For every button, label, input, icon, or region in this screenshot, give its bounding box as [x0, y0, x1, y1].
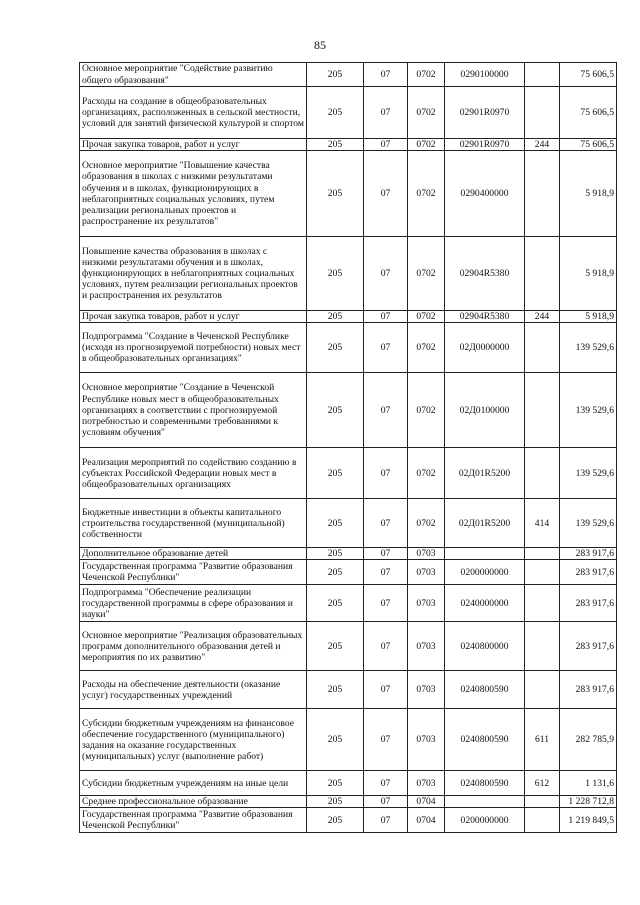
row-name-cell: Среднее профессиональное образование	[80, 796, 307, 808]
grbs-code-cell: 205	[307, 311, 364, 323]
target-article-cell: 02Д01R5200	[445, 448, 525, 499]
grbs-code-cell: 205	[307, 151, 364, 237]
section-code-cell: 07	[364, 237, 408, 311]
expense-type-cell	[525, 323, 560, 373]
grbs-code-cell: 205	[307, 237, 364, 311]
section-code-cell: 07	[364, 585, 408, 622]
target-article-cell: 02Д0000000	[445, 323, 525, 373]
amount-cell: 75 606,5	[560, 87, 617, 139]
row-name-cell: Подпрограмма "Создание в Чеченской Республике (исходя из прогнозируемой потребности) новых мест в общеобразовательных организациях"	[80, 323, 307, 373]
section-code-cell: 07	[364, 796, 408, 808]
subsection-code-cell: 0703	[408, 709, 445, 771]
section-code-cell: 07	[364, 87, 408, 139]
target-article-cell: 0200000000	[445, 560, 525, 585]
grbs-code-cell: 205	[307, 87, 364, 139]
section-code-cell: 07	[364, 771, 408, 796]
section-code-cell: 07	[364, 622, 408, 671]
amount-cell: 1 131,6	[560, 771, 617, 796]
target-article-cell: 0290100000	[445, 63, 525, 87]
section-code-cell: 07	[364, 139, 408, 151]
expense-type-cell	[525, 796, 560, 808]
target-article-cell: 02901R0970	[445, 87, 525, 139]
grbs-code-cell: 205	[307, 448, 364, 499]
table-row	[80, 796, 617, 808]
table-row	[80, 808, 617, 833]
amount-cell: 283 917,6	[560, 560, 617, 585]
grbs-code-cell: 205	[307, 585, 364, 622]
row-name-cell: Повышение качества образования в школах с низкими результатами обучения и в школах, функционирующих в неблагоприятных социальных условиях, путем реализации региональных проектов и распространения их результатов	[80, 237, 307, 311]
table-row	[80, 87, 617, 139]
budget-table-body	[80, 63, 617, 833]
grbs-code-cell: 205	[307, 771, 364, 796]
section-code-cell: 07	[364, 709, 408, 771]
table-row	[80, 373, 617, 448]
expense-type-cell	[525, 448, 560, 499]
subsection-code-cell: 0703	[408, 671, 445, 709]
section-code-cell: 07	[364, 499, 408, 548]
row-name-cell: Бюджетные инвестиции в объекты капитального строительства государственной (муниципальной) собственности	[80, 499, 307, 548]
row-name-cell: Государственная программа "Развитие образования Чеченской Республики"	[80, 560, 307, 585]
expense-type-cell: 611	[525, 709, 560, 771]
target-article-cell: 0240800590	[445, 709, 525, 771]
target-article-cell: 0240800590	[445, 771, 525, 796]
table-row	[80, 237, 617, 311]
section-code-cell: 07	[364, 373, 408, 448]
table-row	[80, 671, 617, 709]
row-name-cell: Государственная программа "Развитие образования Чеченской Республики"	[80, 808, 307, 833]
amount-cell: 5 918,9	[560, 151, 617, 237]
table-row	[80, 448, 617, 499]
target-article-cell: 02904R5380	[445, 237, 525, 311]
table-row	[80, 151, 617, 237]
subsection-code-cell: 0702	[408, 139, 445, 151]
expense-type-cell	[525, 560, 560, 585]
expense-type-cell	[525, 808, 560, 833]
amount-cell: 75 606,5	[560, 63, 617, 87]
grbs-code-cell: 205	[307, 671, 364, 709]
table-row	[80, 323, 617, 373]
amount-cell: 139 529,6	[560, 323, 617, 373]
row-name-cell: Прочая закупка товаров, работ и услуг	[80, 311, 307, 323]
row-name-cell: Расходы на обеспечение деятельности (оказание услуг) государственных учреждений	[80, 671, 307, 709]
amount-cell: 139 529,6	[560, 373, 617, 448]
grbs-code-cell: 205	[307, 323, 364, 373]
expense-type-cell	[525, 63, 560, 87]
subsection-code-cell: 0703	[408, 585, 445, 622]
row-name-cell: Субсидии бюджетным учреждениям на иные цели	[80, 771, 307, 796]
amount-cell: 75 606,5	[560, 139, 617, 151]
amount-cell: 5 918,9	[560, 311, 617, 323]
row-name-cell: Дополнительное образование детей	[80, 548, 307, 560]
table-row	[80, 63, 617, 87]
table-row	[80, 499, 617, 548]
subsection-code-cell: 0703	[408, 560, 445, 585]
section-code-cell: 07	[364, 808, 408, 833]
grbs-code-cell: 205	[307, 373, 364, 448]
table-row	[80, 139, 617, 151]
subsection-code-cell: 0703	[408, 771, 445, 796]
target-article-cell: 02Д01R5200	[445, 499, 525, 548]
subsection-code-cell: 0702	[408, 151, 445, 237]
subsection-code-cell: 0702	[408, 63, 445, 87]
row-name-cell: Субсидии бюджетным учреждениям на финансовое обеспечение государственного (муниципального) задания на оказание государственных (муниципальных) услуг (выполнение работ)	[80, 709, 307, 771]
row-name-cell: Реализация мероприятий по содействию созданию в субъектах Российской Федерации новых мест в общеобразовательных организациях	[80, 448, 307, 499]
subsection-code-cell: 0703	[408, 548, 445, 560]
subsection-code-cell: 0702	[408, 237, 445, 311]
target-article-cell: 02904R5380	[445, 311, 525, 323]
expense-type-cell	[525, 622, 560, 671]
expense-type-cell	[525, 151, 560, 237]
row-name-cell: Основное мероприятие "Повышение качества образования в школах с низкими результатами обучения и в школах, функционирующих в неблагоприятных социальных условиях, путем реализации региональных проектов и распространение их результатов"	[80, 151, 307, 237]
subsection-code-cell: 0702	[408, 87, 445, 139]
target-article-cell	[445, 548, 525, 560]
section-code-cell: 07	[364, 63, 408, 87]
subsection-code-cell: 0702	[408, 323, 445, 373]
grbs-code-cell: 205	[307, 139, 364, 151]
target-article-cell: 02901R0970	[445, 139, 525, 151]
subsection-code-cell: 0702	[408, 373, 445, 448]
subsection-code-cell: 0702	[408, 499, 445, 548]
section-code-cell: 07	[364, 448, 408, 499]
amount-cell: 283 917,6	[560, 585, 617, 622]
section-code-cell: 07	[364, 311, 408, 323]
expense-type-cell	[525, 373, 560, 448]
amount-cell: 282 785,9	[560, 709, 617, 771]
section-code-cell: 07	[364, 560, 408, 585]
grbs-code-cell: 205	[307, 709, 364, 771]
amount-cell: 5 918,9	[560, 237, 617, 311]
amount-cell: 283 917,6	[560, 548, 617, 560]
section-code-cell: 07	[364, 671, 408, 709]
grbs-code-cell: 205	[307, 622, 364, 671]
table-row	[80, 548, 617, 560]
target-article-cell: 02Д0100000	[445, 373, 525, 448]
grbs-code-cell: 205	[307, 548, 364, 560]
section-code-cell: 07	[364, 323, 408, 373]
grbs-code-cell: 205	[307, 560, 364, 585]
table-row	[80, 771, 617, 796]
table-row	[80, 560, 617, 585]
amount-cell: 283 917,6	[560, 671, 617, 709]
row-name-cell: Прочая закупка товаров, работ и услуг	[80, 139, 307, 151]
target-article-cell: 0240800590	[445, 671, 525, 709]
subsection-code-cell: 0703	[408, 622, 445, 671]
target-article-cell: 0200000000	[445, 808, 525, 833]
amount-cell: 1 219 849,5	[560, 808, 617, 833]
row-name-cell: Основное мероприятие "Содействие развитию общего образования"	[80, 63, 307, 87]
table-row	[80, 311, 617, 323]
amount-cell: 139 529,6	[560, 499, 617, 548]
expense-type-cell: 244	[525, 311, 560, 323]
section-code-cell: 07	[364, 151, 408, 237]
subsection-code-cell: 0702	[408, 448, 445, 499]
page-number: 85	[314, 38, 326, 52]
section-code-cell: 07	[364, 548, 408, 560]
amount-cell: 1 228 712,8	[560, 796, 617, 808]
table-row	[80, 709, 617, 771]
expense-type-cell: 612	[525, 771, 560, 796]
grbs-code-cell: 205	[307, 63, 364, 87]
subsection-code-cell: 0702	[408, 311, 445, 323]
subsection-code-cell: 0704	[408, 808, 445, 833]
expense-type-cell: 244	[525, 139, 560, 151]
grbs-code-cell: 205	[307, 796, 364, 808]
row-name-cell: Основное мероприятие "Создание в Чеченской Республике новых мест в общеобразовательных организациях в соответствии с прогнозируемой потребностью и современными требованиями к условиям обучения"	[80, 373, 307, 448]
target-article-cell	[445, 796, 525, 808]
row-name-cell: Расходы на создание в общеобразовательных организациях, расположенных в сельской местности, условий для занятий физической культурой и спортом	[80, 87, 307, 139]
table-row	[80, 622, 617, 671]
budget-table	[79, 62, 617, 833]
amount-cell: 283 917,6	[560, 622, 617, 671]
expense-type-cell	[525, 671, 560, 709]
row-name-cell: Подпрограмма "Обеспечение реализации государственной программы в сфере образования и науки"	[80, 585, 307, 622]
expense-type-cell: 414	[525, 499, 560, 548]
row-name-cell: Основное мероприятие "Реализация образовательных программ дополнительного образования детей и мероприятия по их развитию"	[80, 622, 307, 671]
amount-cell: 139 529,6	[560, 448, 617, 499]
subsection-code-cell: 0704	[408, 796, 445, 808]
grbs-code-cell: 205	[307, 499, 364, 548]
grbs-code-cell: 205	[307, 808, 364, 833]
expense-type-cell	[525, 548, 560, 560]
target-article-cell: 0290400000	[445, 151, 525, 237]
expense-type-cell	[525, 87, 560, 139]
target-article-cell: 0240000000	[445, 585, 525, 622]
expense-type-cell	[525, 237, 560, 311]
expense-type-cell	[525, 585, 560, 622]
table-row	[80, 585, 617, 622]
target-article-cell: 0240800000	[445, 622, 525, 671]
